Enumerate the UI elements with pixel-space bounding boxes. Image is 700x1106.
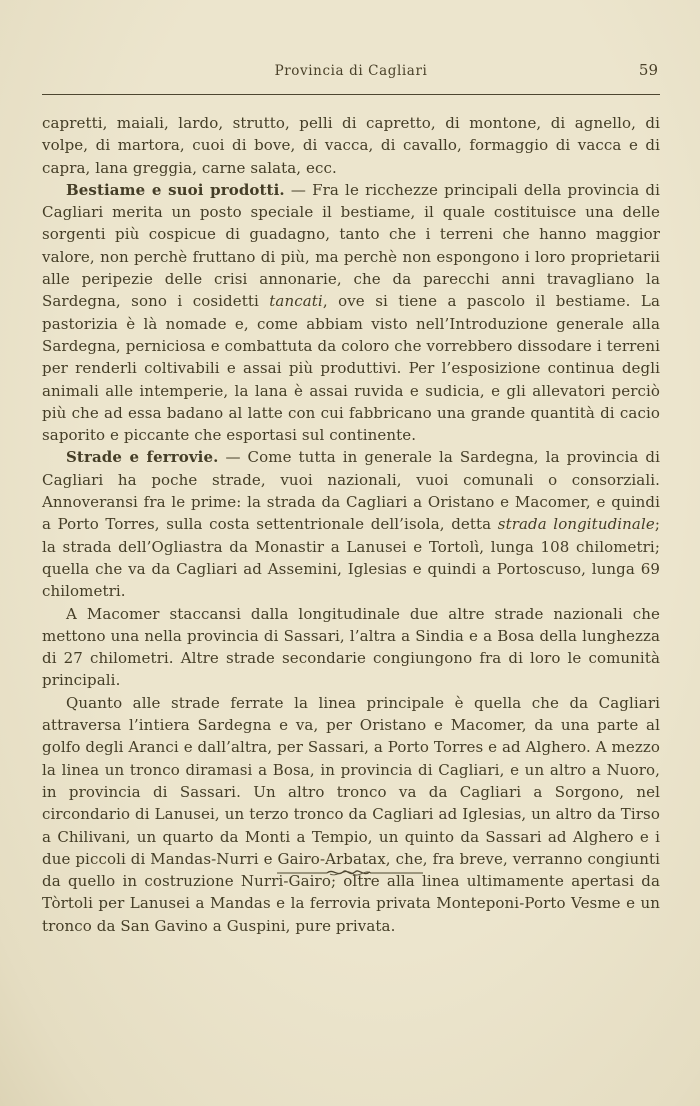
paragraph-2: [42, 179, 660, 447]
text-segment: capretti, maiali, lardo, strutto, pelli di capretto, di montone, di agnello, di volpe, di martora, cuoi di bove, di vacca, di cavallo, formaggio di vacca e di capra, lana greggia, carne salata, ecc.: [42, 114, 660, 177]
text-segment: ; la strada dell’Ogliastra da Monastir a Lanusei e Tortolì, lunga 108 chilometri; quella che va da Cagliari ad Assemini, Iglesias e quindi a Portoscuso, lunga 69 chilometri.: [42, 515, 661, 601]
paragraph-5: [42, 692, 660, 937]
text-segment: A Macomer staccansi dalla longitudinale due altre strade nazionali che mettono una nella provincia di Sassari, l’altra a Sindia e a Bosa della lunghezza di 27 chilometri. Altre strade secondarie congiungono fra di loro le comunità principali.: [42, 604, 660, 690]
text-segment: — Come tutta in generale la Sardegna, la provincia di Cagliari ha poche strade, vuoi nazionali, vuoi comunali o consorziali. Annoveransi fra le prime: la strada da Cagliari a Oristano e Macomer, e quindi a Porto Torres, sulla costa settentrionale dell’isola, detta: [42, 448, 660, 534]
text-segment: tancati: [269, 292, 323, 311]
text-segment: Quanto alle strade ferrate la linea principale è quella che da Cagliari attraversa l’intiera Sardegna e va, per Oristano e Macomer, da una parte al golfo degli Aranci e dall’altra, per Sassari, a Porto Torres e ad Alghero. A mezzo la linea un tronco diramasi a Bosa, in provincia di Cagliari, e un altro a Nuoro, in provincia di Sassari. Un altro tronco va da Cagliari a Sorgono, nel circondario di Lanusei, un terzo tronco da Cagliari ad Iglesias, un altro da Tirso a Chilivani, un quarto da Monti a Tempio, un quinto da Sassari ad Alghero e i due piccoli di Mandas-Nurri e Gairo-Arbatax, che, fra breve, verranno congiunti da quello in costruzione Nurri-Gairo; oltre alla linea ultimamente apertasi da Tòrtoli per Lanusei a Mandas e la ferrovia privata Monteponi-Porto Vesme e un tronco da San Gavino a Guspini, pure privata.: [42, 693, 660, 935]
text-segment: , ove si tiene a pascolo il bestiame. La pastorizia è là nomade e, come abbiam visto nell’Introduzione generale alla Sardegna, perniciosa e combattuta da coloro che vorrebbero dissodare i terreni per renderli coltivabili e assai più produttivi. Per l’esposizione continua degli animali alle intemperie, la lana è assai ruvida e sudicia, e gli allevatori perciò più che ad essa badano al latte con cui fabbricano una grande quantità di cacio saporito e piccante che esportasi sul continente.: [42, 292, 660, 445]
page-header: [42, 63, 660, 83]
page-number: 59: [638, 61, 658, 79]
body-text-block: [42, 112, 660, 937]
divider-ornament: [0, 864, 700, 883]
paragraph-3: [42, 446, 660, 602]
text-segment: — Fra le ricchezze principali della provincia di Cagliari merita un posto speciale il bestiame, il quale costituisce una delle sorgenti più cospicue di guadagno, tanto che i terreni che hanno maggior valore, non perchè fruttano di più, ma perchè non espongono i loro proprietarii alle peripezie delle crisi annonarie, che da parecchi anni travagliano la Sardegna, sono i cosidetti: [42, 180, 661, 311]
paragraph-1: [42, 112, 660, 179]
header-rule: [42, 94, 660, 95]
text-segment: Strade e ferrovie.: [66, 448, 219, 467]
text-segment: Bestiame e suoi prodotti.: [66, 180, 285, 199]
running-header-title: Provincia di Cagliari: [274, 63, 428, 79]
text-segment: strada longitudinale: [497, 515, 655, 534]
paragraph-4: [42, 603, 660, 692]
divider-flourish-icon: [275, 864, 425, 883]
